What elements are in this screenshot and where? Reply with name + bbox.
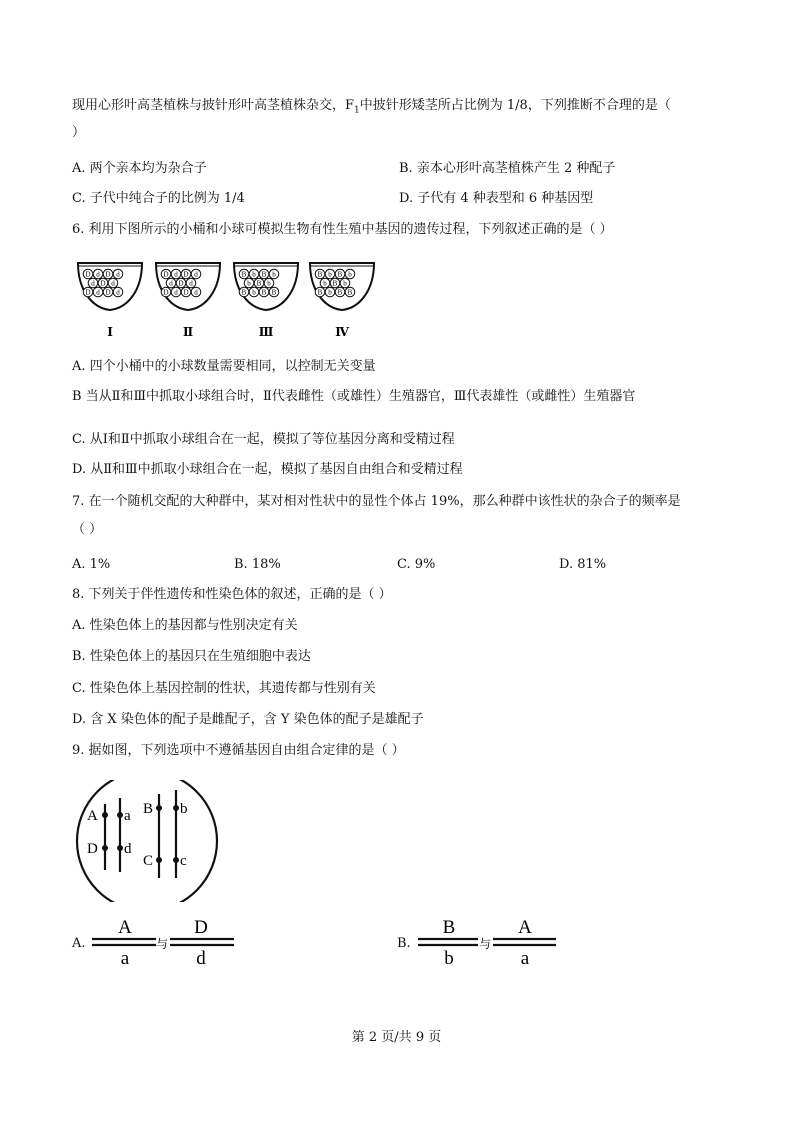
- ball-label: d: [116, 270, 120, 279]
- ball-label: B: [261, 270, 267, 279]
- ball-label: b: [252, 288, 256, 297]
- locus-b: [173, 805, 179, 811]
- ball-label: b: [348, 270, 352, 279]
- q5-option-c: C. 子代中纯合子的比例为 1/4: [72, 191, 245, 206]
- ball-label: B: [337, 288, 343, 297]
- label-C: C: [143, 853, 154, 869]
- ball-label: d: [169, 279, 173, 288]
- locus-d: [117, 845, 123, 851]
- q9-b-with: 与: [479, 937, 492, 951]
- ball-label: B: [241, 288, 247, 297]
- ball-label: b: [247, 279, 251, 288]
- q8-stem: 8. 下列关于伴性遗传和性染色体的叙述，正确的是（ ）: [72, 587, 392, 602]
- ball-label: b: [272, 270, 276, 279]
- locus-a: [117, 812, 123, 818]
- label-c: c: [180, 853, 187, 869]
- ball-label: d: [116, 288, 120, 297]
- q6-option-a: A. 四个小桶中的小球数量需要相同，以控制无关变量: [72, 359, 376, 374]
- ball-label: B: [271, 288, 277, 297]
- bucket-1: [78, 263, 142, 339]
- cell-membrane: [77, 780, 217, 902]
- bucket-label: Ⅰ: [107, 325, 113, 339]
- q9-option-b-label: B.: [397, 936, 411, 951]
- ball-label: b: [252, 270, 256, 279]
- ball-label: D: [105, 270, 111, 279]
- q7-option-d: D. 81%: [559, 557, 607, 572]
- q5-option-d: D. 子代有 4 种表型和 6 种基因型: [399, 191, 594, 206]
- q6-option-b: B 当从Ⅱ和Ⅲ中抓取小球组合时，Ⅱ代表雌性（或雄性）生殖器官，Ⅲ代表雄性（或雌性）生殖器官: [72, 389, 636, 404]
- ball-label: B: [261, 288, 267, 297]
- q6-stem: 6. 利用下图所示的小桶和小球可模拟生物有性生殖中基因的遗传过程，下列叙述正确的是（ ）: [72, 222, 613, 237]
- q5-option-b: B. 亲本心形叶高茎植株产生 2 种配子: [399, 161, 616, 176]
- q7-option-c: C. 9%: [397, 557, 436, 572]
- locus-D: [102, 845, 108, 851]
- ball-label: D: [178, 279, 184, 288]
- ball-label: d: [194, 288, 198, 297]
- locus-A: [102, 812, 108, 818]
- q9-b-bottom2: a: [520, 948, 530, 969]
- ball-label: D: [183, 270, 189, 279]
- cell-diagram: [74, 780, 224, 902]
- label-A: A: [87, 808, 98, 824]
- q9-option-b-diagram: [416, 914, 566, 970]
- ball-label: b: [267, 279, 271, 288]
- ball-label: D: [85, 288, 91, 297]
- ball-label: B: [332, 279, 338, 288]
- ball-label: D: [163, 270, 169, 279]
- ball-label: b: [328, 288, 332, 297]
- ball-label: B: [317, 288, 323, 297]
- q8-option-a: A. 性染色体上的基因都与性别决定有关: [72, 618, 298, 633]
- label-a: a: [124, 808, 131, 824]
- q9-option-a-diagram: [90, 914, 240, 970]
- ball-label: D: [105, 288, 111, 297]
- ball-label: d: [174, 270, 178, 279]
- locus-c: [173, 857, 179, 863]
- bucket-label: Ⅱ: [182, 325, 194, 339]
- ball-label: b: [323, 279, 327, 288]
- q5-option-a: A. 两个亲本均为杂合子: [72, 161, 207, 176]
- ball-label: d: [174, 288, 178, 297]
- q5-stem-subscript: 1: [354, 105, 360, 116]
- ball-label: B: [337, 270, 343, 279]
- bucket-2: [156, 263, 220, 339]
- ball-label: d: [96, 270, 100, 279]
- q7-option-a: A. 1%: [72, 557, 111, 572]
- ball-label: D: [85, 270, 91, 279]
- bucket-3: [234, 263, 298, 339]
- q9-b-top1: B: [442, 917, 456, 938]
- label-B: B: [143, 801, 154, 817]
- q5-stem-part2: 中披针形矮茎所占比例为 1/8，下列推断不合理的是（: [359, 98, 671, 113]
- ball-label: b: [343, 279, 347, 288]
- q5-stem: [72, 97, 671, 120]
- ball-label: B: [317, 270, 323, 279]
- q8-option-d: D. 含 X 染色体的配子是雌配子，含 Y 染色体的配子是雄配子: [72, 712, 424, 727]
- q9-a-top1: A: [118, 917, 132, 938]
- ball-label: d: [189, 279, 193, 288]
- q9-stem: 9. 据如图，下列选项中不遵循基因自由组合定律的是（ ）: [72, 743, 405, 758]
- bucket-label: Ⅳ: [335, 325, 349, 339]
- ball-label: D: [183, 288, 189, 297]
- q9-option-a-label: A.: [72, 936, 86, 951]
- q8-option-c: C. 性染色体上基因控制的性状，其遗传都与性别有关: [72, 681, 376, 696]
- ball-label: d: [96, 288, 100, 297]
- q9-b-top2: A: [518, 917, 532, 938]
- ball-label: d: [111, 279, 115, 288]
- q9-a-bottom2: d: [196, 948, 206, 969]
- bucket-label: Ⅲ: [258, 325, 274, 339]
- q9-a-with: 与: [156, 937, 169, 951]
- q8-option-b: B. 性染色体上的基因只在生殖细胞中表达: [72, 649, 311, 664]
- q9-a-top2: D: [194, 917, 208, 938]
- ball-label: D: [100, 279, 106, 288]
- ball-label: d: [91, 279, 95, 288]
- bucket-figure: [76, 260, 376, 342]
- label-D: D: [87, 841, 98, 857]
- locus-C: [156, 857, 162, 863]
- ball-label: B: [347, 288, 353, 297]
- ball-label: b: [328, 270, 332, 279]
- ball-label: d: [194, 270, 198, 279]
- label-d: d: [124, 841, 132, 857]
- q9-a-bottom1: a: [120, 948, 130, 969]
- q7-stem: 7. 在一个随机交配的大种群中，某对相对性状中的显性个体占 19%，那么种群中该性状的杂合子的频率是: [72, 494, 681, 509]
- locus-B: [156, 805, 162, 811]
- page-footer: 第 2 页/共 9 页: [351, 1030, 442, 1045]
- ball-label: B: [241, 270, 247, 279]
- ball-label: D: [163, 288, 169, 297]
- q7-stem-close: （ ）: [72, 522, 103, 537]
- q9-b-bottom1: b: [444, 948, 454, 969]
- bucket-4: [310, 263, 374, 339]
- label-b: b: [180, 801, 188, 817]
- ball-label: B: [256, 279, 262, 288]
- q6-option-d: D. 从Ⅱ和Ⅲ中抓取小球组合在一起，模拟了基因自由组合和受精过程: [72, 462, 463, 477]
- q5-stem-part1: 现用心形叶高茎植株与披针形叶高茎植株杂交，F: [72, 98, 355, 113]
- q5-stem-close: ）: [72, 125, 86, 140]
- q6-option-c: C. 从Ⅰ和Ⅱ中抓取小球组合在一起，模拟了等位基因分离和受精过程: [72, 432, 455, 447]
- q7-option-b: B. 18%: [234, 557, 281, 572]
